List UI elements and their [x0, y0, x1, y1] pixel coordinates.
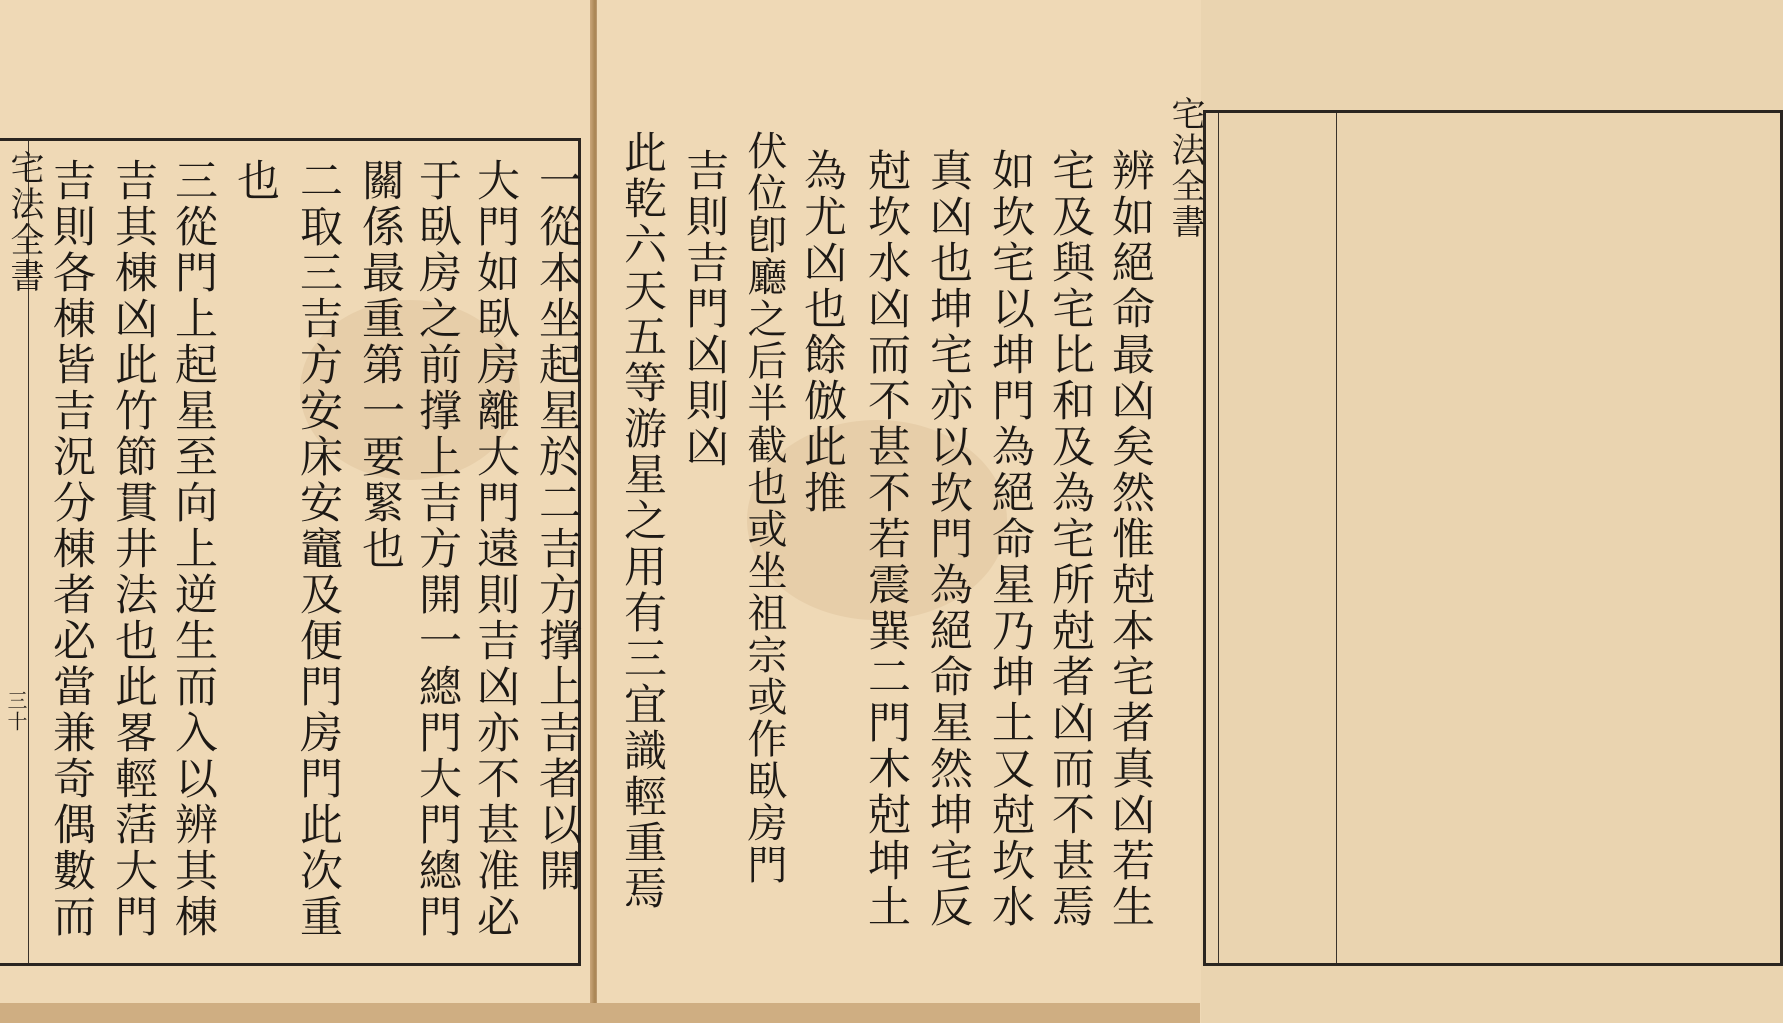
text-column: 如坎宅以坤門為絕命星乃坤土又尅坎水	[985, 148, 1035, 930]
text-column: 關係最重第一要緊也	[355, 158, 405, 572]
text-column: 此乾六天五等游星之用有三宜識輕重焉	[617, 130, 667, 912]
text-column: 一從本坐起星於二吉方撑上吉者以開	[532, 158, 582, 894]
column-rule	[1218, 113, 1219, 963]
text-column: 為尤凶也餘倣此推	[797, 148, 847, 516]
column-rule	[1336, 113, 1337, 963]
text-column: 吉則各棟皆吉況分棟者必當兼奇偶數而	[46, 158, 96, 940]
right-page-frame	[1203, 110, 1783, 966]
text-column: 二取三吉方安床安竈及便門房門此次重	[293, 158, 343, 940]
text-column: 吉則吉門凶則凶	[679, 148, 729, 470]
text-column: 宅及與宅比和及為宅所尅者凶而不甚焉	[1045, 148, 1095, 930]
folio-number: 三十	[4, 690, 28, 732]
right-page	[596, 0, 1205, 1023]
text-column: 尅坎水凶而不甚不若震巽二門木尅坤土	[861, 148, 911, 930]
right-page-header: 宅法全書	[1165, 96, 1205, 240]
text-column: 伏位卽廳之后半截也或坐祖宗或作臥房門	[741, 130, 787, 886]
text-column: 于臥房之前撑上吉方開一總門大門總門	[412, 158, 462, 940]
text-column: 真凶也坤宅亦以坎門為絕命星然坤宅反	[923, 148, 973, 930]
text-column: 吉其棟凶此竹節貫井法也此畧輕萿大門	[108, 158, 158, 940]
text-column: 大門如臥房離大門遠則吉凶亦不甚准必	[470, 158, 520, 940]
left-page	[0, 0, 594, 1023]
text-column: 辨如絕命最凶矣然惟尅本宅者真凶若生	[1105, 148, 1155, 930]
text-column: 也	[230, 158, 280, 204]
text-column: 三從門上起星至向上逆生而入以辨其棟	[168, 158, 218, 940]
left-page-header: 宅法全書	[4, 150, 44, 294]
page-bottom-edge	[0, 1003, 1200, 1023]
